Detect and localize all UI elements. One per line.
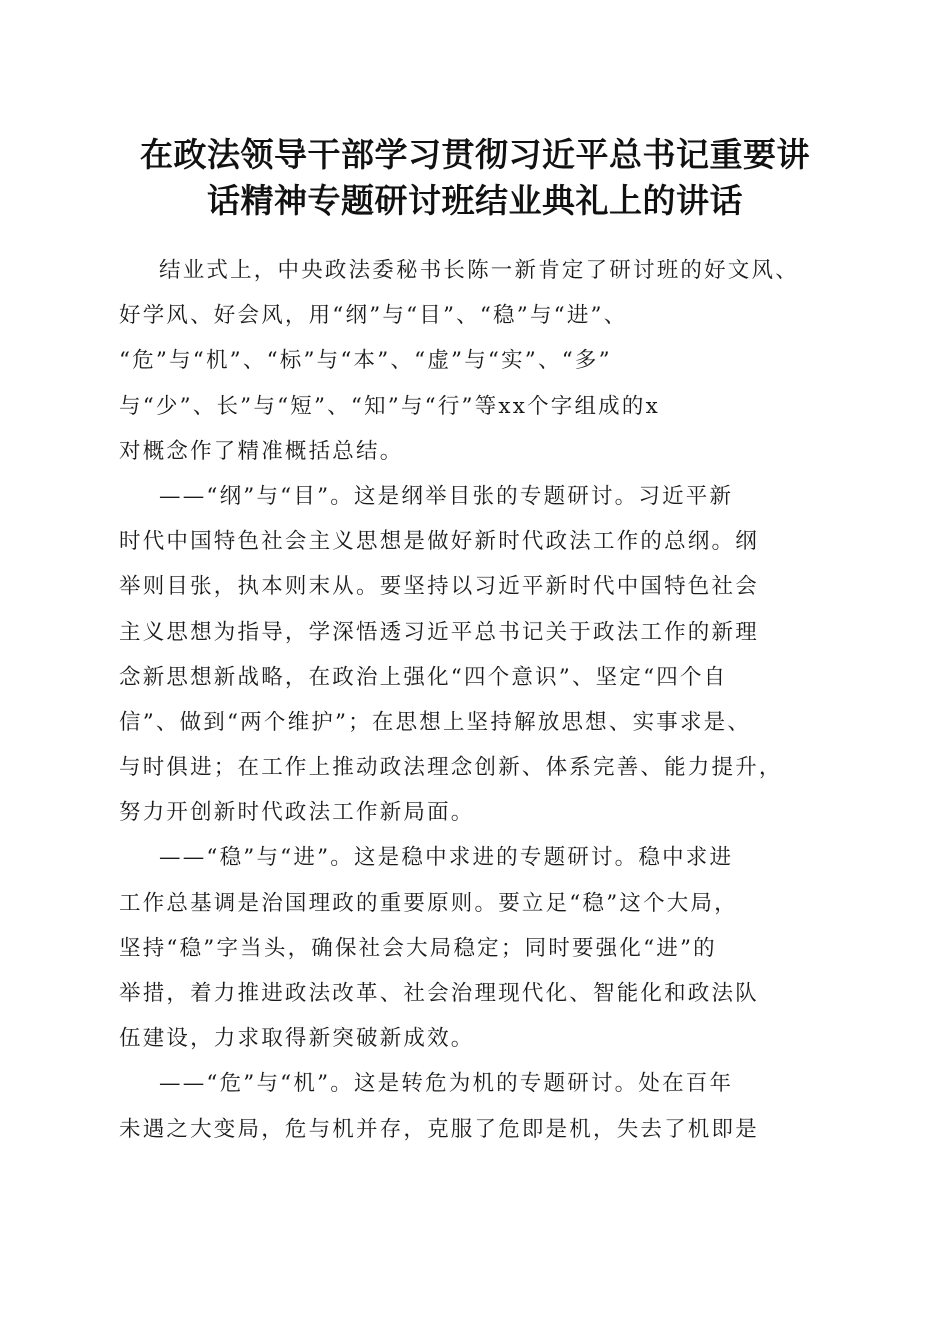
text-line: 信”、做到“两个维护”；在思想上坚持解放思想、实事求是、: [119, 709, 752, 735]
paragraph-intro: [119, 248, 849, 474]
text-line: 举则目张，执本则末从。要坚持以习近平新时代中国特色社会: [119, 574, 759, 600]
text-line: 念新思想新战略，在政治上强化“四个意识”、坚定“四个自: [119, 664, 728, 690]
text-line: 主义思想为指导，学深悟透习近平总书记关于政法工作的新理: [119, 619, 759, 645]
document-body: [119, 248, 849, 1152]
title-line: 在政法领导干部学习贯彻习近平总书记重要讲: [140, 135, 810, 174]
text-line: 举措，着力推进政法改革、社会治理现代化、智能化和政法队: [119, 981, 759, 1006]
text-line: 时代中国特色社会主义思想是做好新时代政法工作的总纲。纲: [119, 529, 759, 555]
text-line: 与时俱进；在工作上推动政法理念创新、体系完善、能力提升，: [119, 755, 783, 781]
text-line: 好学风、好会风，用“纲”与“目”、“稳”与“进”、: [119, 303, 628, 329]
text-line: 伍建设，力求取得新突破新成效。: [119, 1026, 475, 1052]
paragraph-wei-ji: [119, 1061, 849, 1151]
text-line: 努力开创新时代政法工作新局面。: [119, 800, 475, 826]
text-line: 坚持“稳”字当头，确保社会大局稳定；同时要强化“进”的: [119, 935, 717, 961]
title-line: 话精神专题研讨班结业典礼上的讲话: [207, 181, 743, 220]
text-line: 对概念作了精准概括总结。: [119, 438, 404, 464]
text-line: ——“稳”与“进”。这是稳中求进的专题研讨。稳中求进: [159, 845, 734, 871]
paragraph-wen-jin: [119, 835, 849, 1061]
text-line: 工作总基调是治国理政的重要原则。要立足“稳”这个大局，: [119, 890, 738, 916]
page-title: [100, 132, 850, 224]
paragraph-gang-mu: [119, 474, 849, 836]
text-line: ——“纲”与“目”。这是纲举目张的专题研讨。习近平新: [159, 483, 734, 509]
text-line: 结业式上，中央政法委秘书长陈一新肯定了研讨班的好文风、: [159, 258, 799, 283]
text-line: 未遇之大变局，危与机并存，克服了危即是机，失去了机即是: [119, 1116, 759, 1142]
text-line: 与“少”、长”与“短”、“知”与“行”等xx个字组成的x: [119, 393, 660, 419]
text-line: ——“危”与“机”。这是转危为机的专题研讨。处在百年: [159, 1071, 734, 1097]
text-line: “危”与“机”、“标”与“本”、“虚”与“实”、“多”: [119, 348, 612, 374]
